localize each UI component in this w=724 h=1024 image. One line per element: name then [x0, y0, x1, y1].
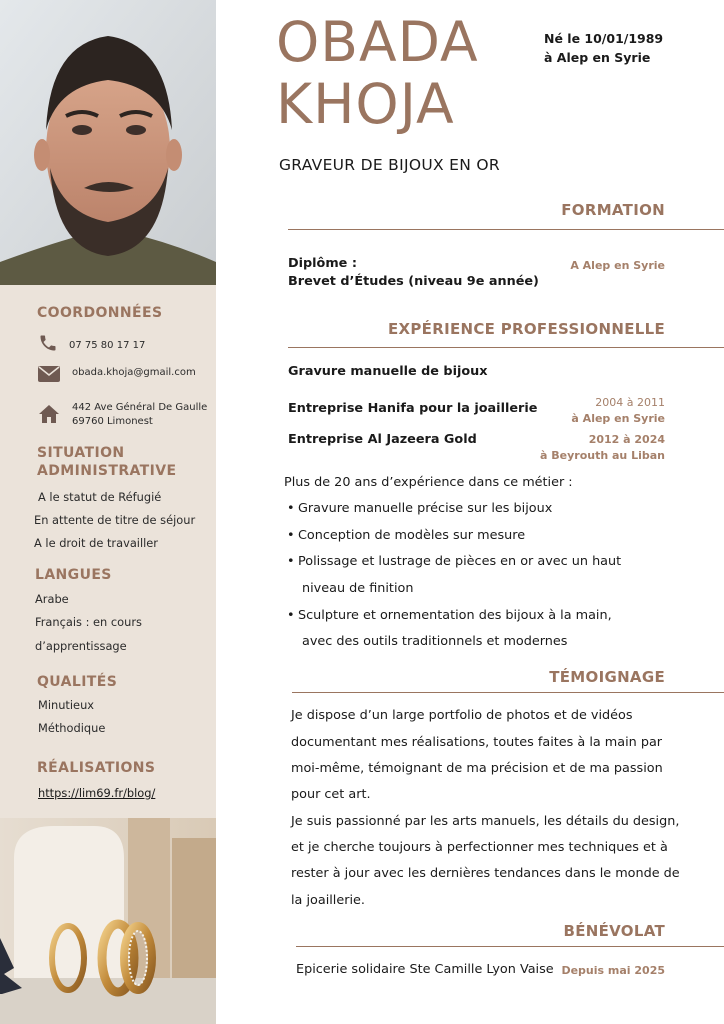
testimony-line: moi-même, témoignant de ma précision et de ma passion — [291, 761, 663, 776]
testimony-line: rester à jour avec les dernières tendances dans le monde de — [291, 866, 680, 881]
quality-item: Méthodique — [38, 721, 106, 735]
testimony-line: pour cet art. — [291, 787, 371, 802]
status-item: A le statut de Réfugié — [38, 490, 162, 504]
birth-date: Né le 10/01/1989 — [544, 31, 664, 46]
home-icon — [38, 404, 60, 422]
sidebar — [0, 0, 216, 1024]
job-company: Entreprise Hanifa pour la joaillerie — [288, 401, 538, 416]
diploma-name: Brevet d’Études (niveau 9e année) — [288, 274, 539, 289]
last-name: KHOJA — [276, 72, 455, 136]
email-address[interactable]: obada.khoja@gmail.com — [72, 367, 196, 378]
rings-photo — [0, 818, 216, 1024]
testimony-line: et je cherche toujours à perfectionner mes techniques et à — [291, 840, 668, 855]
job-company: Entreprise Al Jazeera Gold — [288, 432, 477, 447]
profile-photo — [0, 0, 216, 285]
job-place: à Alep en Syrie — [571, 412, 665, 425]
diploma-place: A Alep en Syrie — [570, 259, 665, 272]
experience-bullet: • Sculpture et ornementation des bijoux à la main, — [287, 608, 612, 624]
qualities-heading: QUALITÉS — [37, 674, 118, 690]
volunteer-since: Depuis mai 2025 — [561, 964, 665, 977]
job-place: à Beyrouth au Liban — [540, 449, 665, 462]
address-line1: 442 Ave Général De Gaulle — [72, 402, 208, 413]
address-line2: 69760 Limonest — [72, 416, 153, 427]
experience-intro: Plus de 20 ans d’expérience dans ce métier : — [284, 475, 573, 490]
experience-divider — [288, 347, 724, 348]
language-item: Français : en cours — [35, 615, 142, 629]
experience-bullet: • Conception de modèles sur mesure — [287, 528, 525, 544]
status-item: A le droit de travailler — [34, 536, 158, 550]
formation-heading: FORMATION — [561, 201, 665, 219]
language-item: Arabe — [35, 592, 69, 606]
languages-heading: LANGUES — [35, 567, 112, 583]
job-title: GRAVEUR DE BIJOUX EN OR — [279, 156, 500, 174]
status-heading-line1: SITUATION — [37, 445, 125, 461]
contact-heading: COORDONNÉES — [37, 305, 163, 321]
status-item: En attente de titre de séjour — [34, 513, 196, 527]
experience-bullet: • Gravure manuelle précise sur les bijoux — [287, 501, 552, 517]
experience-title: Gravure manuelle de bijoux — [288, 364, 488, 379]
job-dates: 2004 à 2011 — [595, 396, 665, 409]
portfolio-link[interactable]: https://lim69.fr/blog/ — [38, 786, 156, 800]
experience-heading: EXPÉRIENCE PROFESSIONNELLE — [387, 320, 665, 338]
volunteer-heading: BÉNÉVOLAT — [563, 922, 665, 940]
job-dates: 2012 à 2024 — [588, 433, 665, 446]
experience-bullet-continued: avec des outils traditionnels et modernes — [302, 634, 568, 649]
mail-icon — [38, 366, 60, 384]
quality-item: Minutieux — [38, 698, 95, 712]
testimony-heading: TÉMOIGNAGE — [549, 668, 665, 686]
testimony-line: Je dispose d’un large portfolio de photos et de vidéos — [291, 708, 633, 723]
phone-number[interactable]: 07 75 80 17 17 — [69, 340, 146, 351]
achievements-heading: RÉALISATIONS — [37, 760, 156, 776]
phone-icon — [37, 333, 59, 351]
language-item: d’apprentissage — [35, 639, 127, 653]
experience-bullet: • Polissage et lustrage de pièces en or avec un haut — [287, 554, 621, 570]
testimony-line: la joaillerie. — [291, 893, 365, 908]
testimony-line: documentant mes réalisations, toutes faites à la main par — [291, 735, 663, 750]
first-name: OBADA — [276, 10, 479, 74]
volunteer-divider — [296, 946, 724, 947]
testimony-line: Je suis passionné par les arts manuels, les détails du design, — [291, 814, 680, 829]
diploma-label: Diplôme : — [288, 256, 357, 271]
volunteer-place: Epicerie solidaire Ste Camille Lyon Vaise — [296, 962, 554, 977]
formation-divider — [288, 229, 724, 230]
status-heading-line2: ADMINISTRATIVE — [37, 463, 177, 479]
experience-bullet-continued: niveau de finition — [302, 581, 414, 596]
birth-place: à Alep en Syrie — [544, 50, 651, 65]
testimony-divider — [292, 692, 724, 693]
